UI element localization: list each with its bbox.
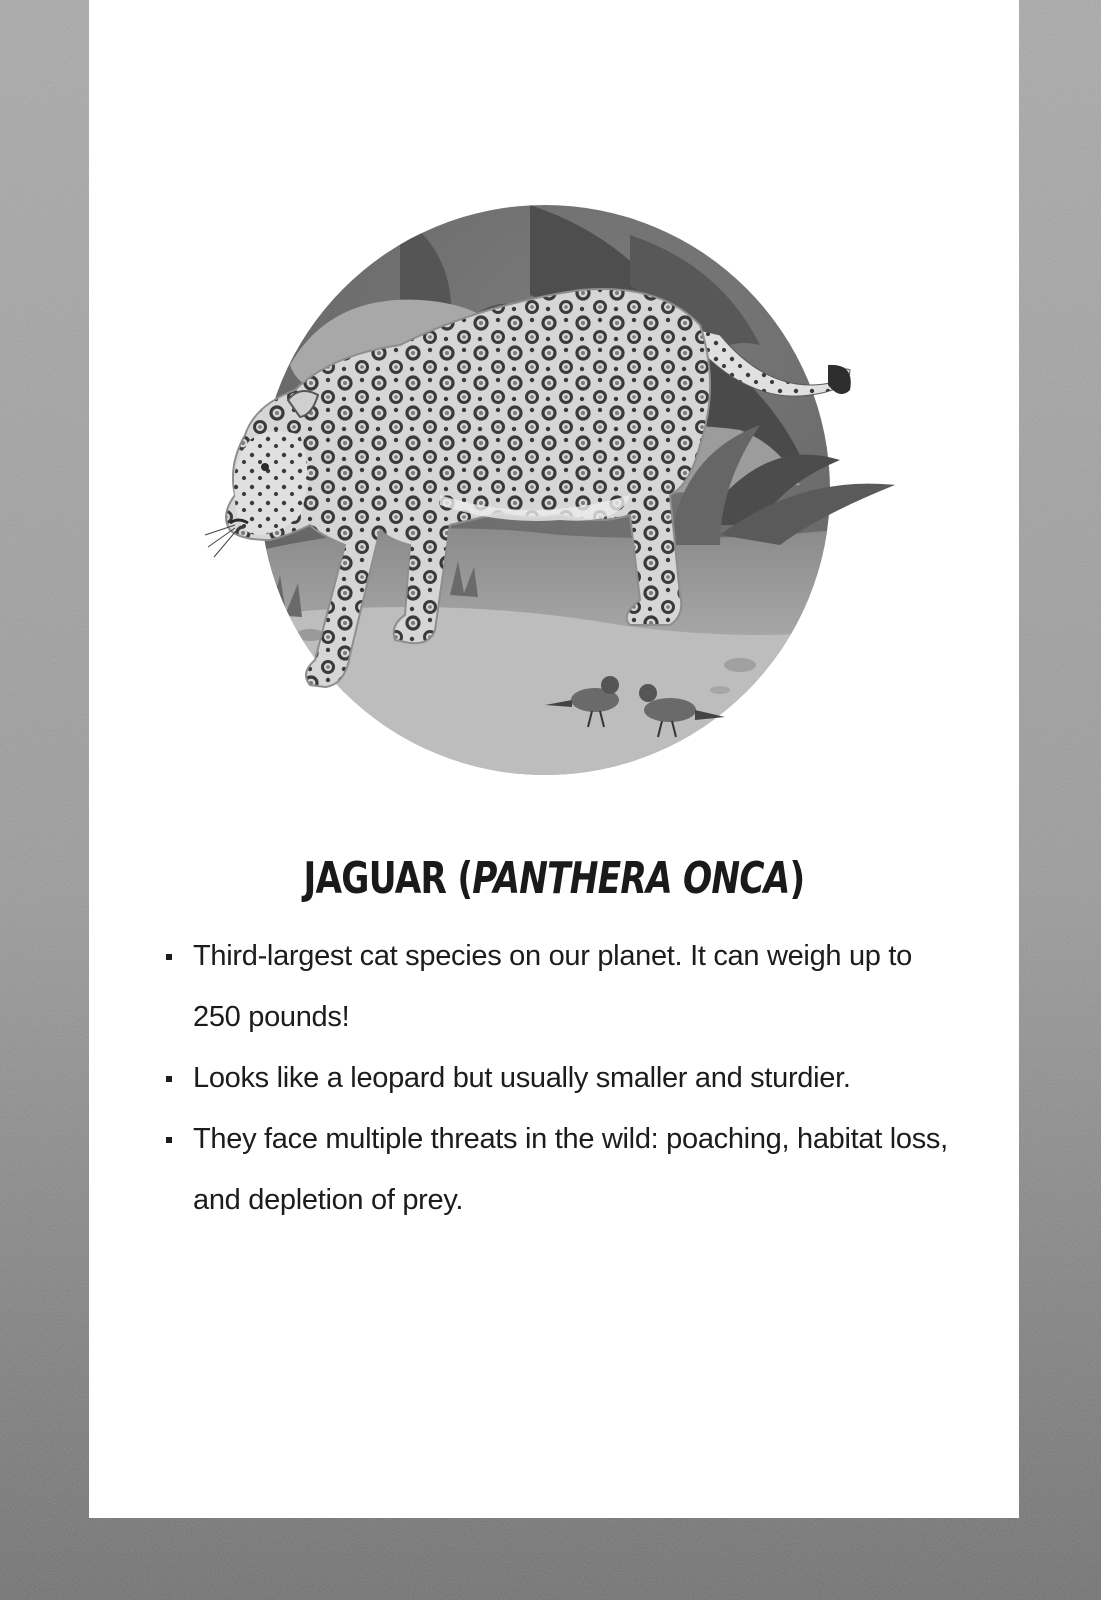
fact-text: Looks like a leopard but usually smaller and sturdier. bbox=[193, 1062, 851, 1094]
title-close-paren: ) bbox=[789, 853, 805, 904]
common-name: JAGUAR ( bbox=[303, 853, 473, 904]
bullet-icon bbox=[166, 1137, 172, 1143]
jaguar-illustration bbox=[200, 195, 920, 795]
latin-name: PANTHERA ONCA bbox=[472, 853, 790, 904]
bullet-icon bbox=[166, 954, 172, 960]
fact-item bbox=[166, 926, 956, 1048]
species-title bbox=[191, 853, 916, 904]
fact-item bbox=[166, 1109, 956, 1231]
facts-list bbox=[166, 926, 956, 1231]
bullet-icon bbox=[166, 1076, 172, 1082]
fact-text: Third-largest cat species on our planet. It can weigh up to 250 pounds! bbox=[193, 940, 912, 1033]
fact-text: They face multiple threats in the wild: poaching, habitat loss, and depletion of prey. bbox=[193, 1123, 948, 1216]
fact-item bbox=[166, 1048, 956, 1109]
